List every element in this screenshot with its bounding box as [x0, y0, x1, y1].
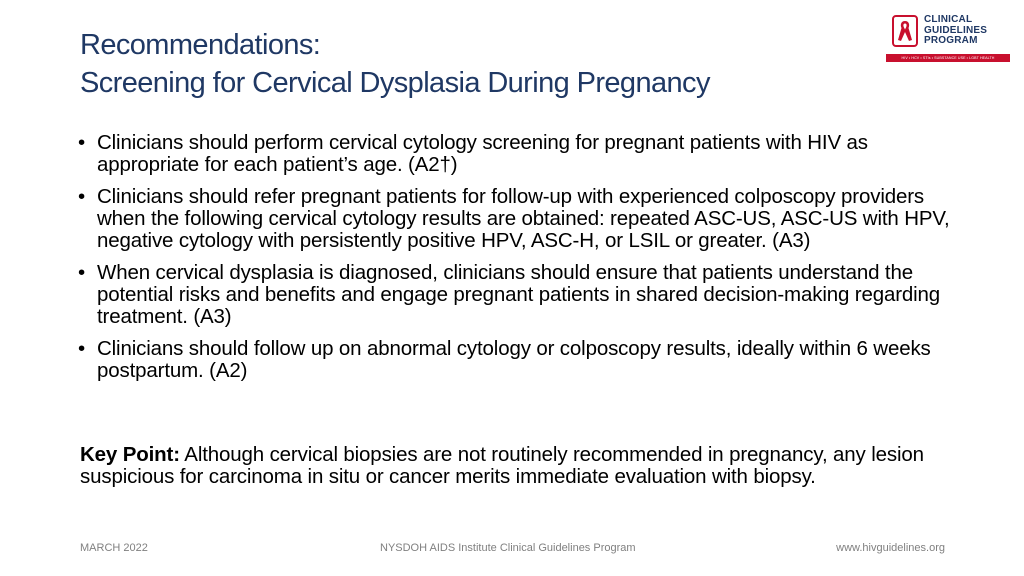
recommendation-text: When cervical dysplasia is diagnosed, clinicians should ensure that patients understand the potential risks and benefits and engage pregnant patients in shared decision-making regarding treatment. (A3) [97, 261, 941, 328]
recommendation-list [78, 132, 958, 392]
bullet-icon: • [78, 337, 86, 360]
title-line-1: Recommendations: [80, 29, 321, 61]
list-item [78, 186, 958, 252]
footer-program: NYSDOH AIDS Institute Clinical Guidelines Program [380, 542, 636, 554]
red-ribbon-icon [892, 15, 918, 47]
list-item [78, 338, 958, 382]
list-item [78, 262, 958, 328]
recommendation-text: Clinicians should follow up on abnormal cytology or colposcopy results, ideally within 6 weeks postpartum. (A2) [97, 337, 931, 382]
logo-line-3: PROGRAM [924, 35, 978, 46]
recommendation-text: Clinicians should perform cervical cytology screening for pregnant patients with HIV as appropriate for each patient’s age. (A2†) [97, 131, 868, 176]
bullet-icon: • [78, 185, 86, 208]
list-item [78, 132, 958, 176]
bullet-icon: • [78, 261, 86, 284]
slide-title [80, 26, 870, 102]
title-line-2: Screening for Cervical Dysplasia During Pregnancy [80, 67, 710, 99]
key-point-label: Key Point: [80, 443, 180, 466]
logo-line-1: CLINICAL [924, 14, 973, 25]
key-point-text: Although cervical biopsies are not routinely recommended in pregnancy, any lesion suspicious for carcinoma in situ or cancer merits immediate evaluation with biopsy. [80, 443, 924, 488]
logo-text [924, 15, 987, 47]
clinical-guidelines-logo [886, 13, 1010, 65]
bullet-icon: • [78, 131, 86, 154]
footer-date: MARCH 2022 [80, 542, 148, 554]
logo-line-2: GUIDELINES [924, 24, 988, 36]
key-point [80, 444, 960, 488]
recommendation-text: Clinicians should refer pregnant patients for follow-up with experienced colposcopy providers when the following cervical cytology results are obtained: repeated ASC-US, ASC-US with HPV, negative cytology with persistently positive HPV, ASC-H, or LSIL or greater. (A3) [97, 185, 950, 252]
logo-tagline: HIV • HCV • STIs • SUBSTANCE USE • LGBT HEALTH [886, 54, 1010, 62]
footer-website: www.hivguidelines.org [836, 542, 945, 554]
